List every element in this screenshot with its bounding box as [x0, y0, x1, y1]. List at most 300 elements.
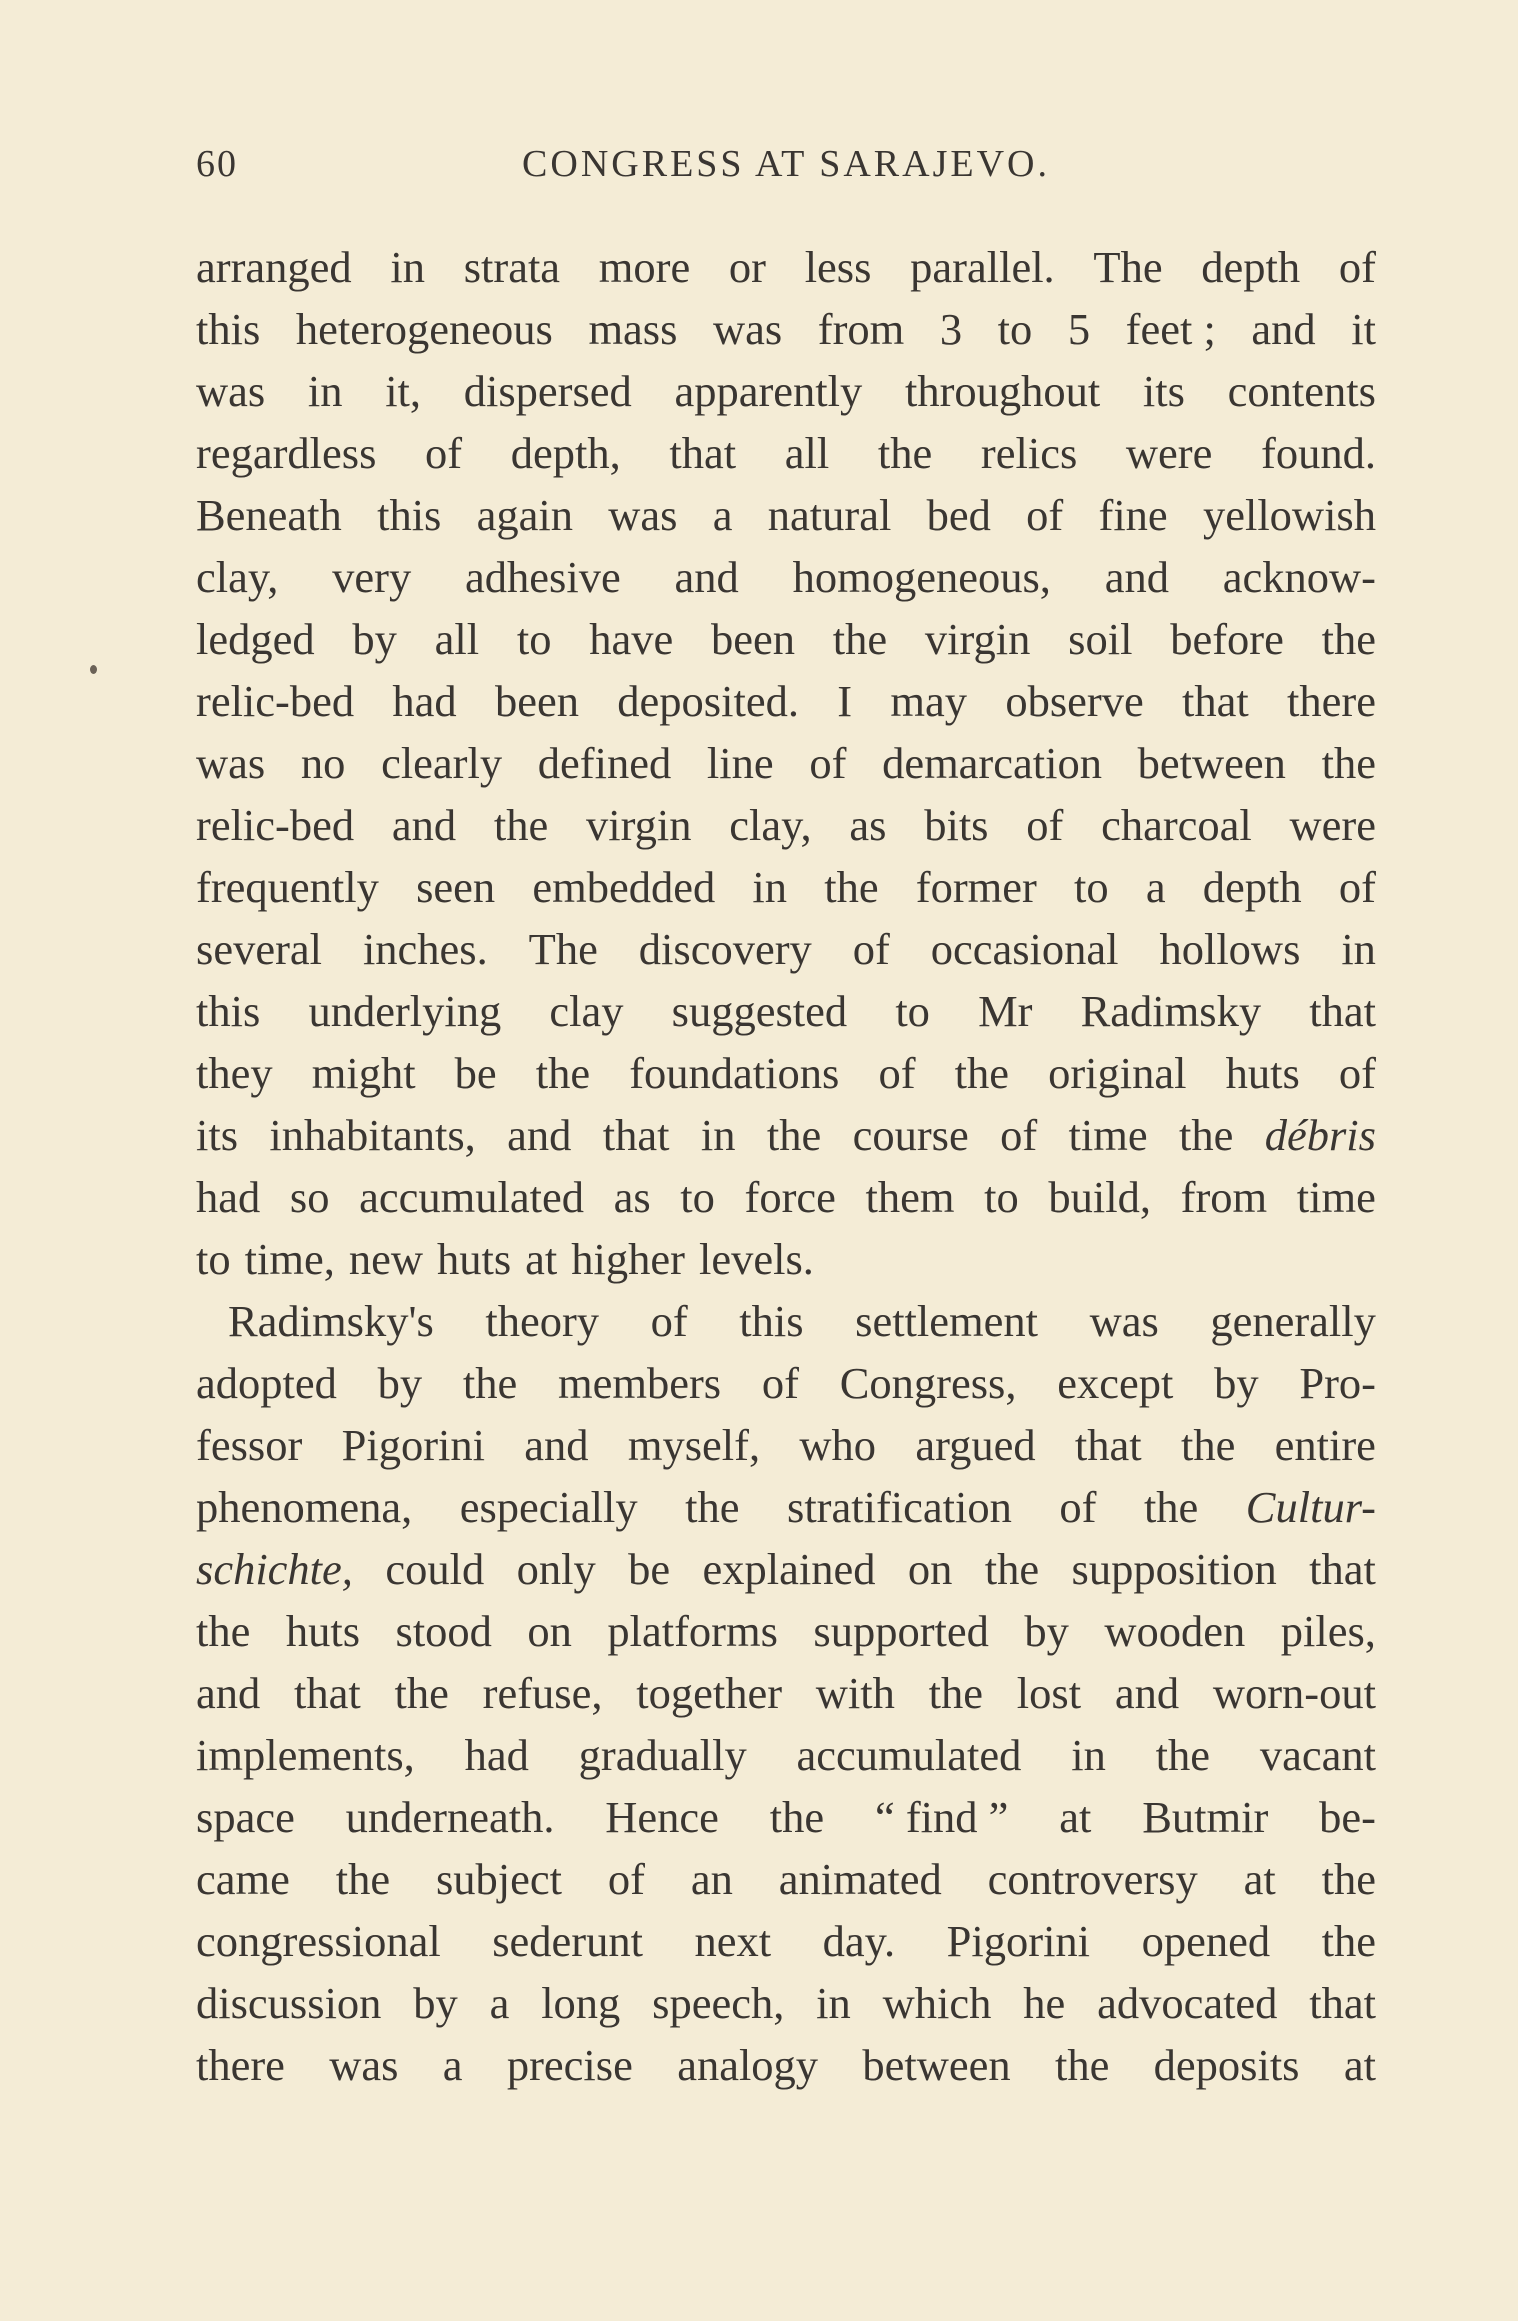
word: ledged	[196, 614, 315, 664]
word: Mr	[978, 986, 1033, 1036]
word: virgin	[924, 614, 1031, 664]
word: the	[493, 800, 549, 850]
word: time,	[244, 1234, 335, 1284]
word: Butmir	[1142, 1792, 1269, 1842]
page-number: 60	[196, 143, 238, 185]
word: less	[804, 242, 872, 292]
word: contents	[1227, 366, 1376, 416]
text-line	[196, 980, 1376, 1042]
word: The	[1093, 242, 1163, 292]
word: bed	[926, 490, 991, 540]
word: myself,	[627, 1420, 761, 1470]
text-line	[196, 1600, 1376, 1662]
word: that	[1309, 986, 1376, 1036]
word: to	[680, 1172, 715, 1222]
word: accumulated	[796, 1730, 1022, 1780]
word: this	[377, 490, 442, 540]
word: on	[527, 1606, 572, 1656]
word: of	[425, 428, 463, 478]
word: Congress,	[839, 1358, 1017, 1408]
word: new	[348, 1234, 423, 1284]
word: accumulated	[359, 1172, 584, 1222]
word: and	[674, 552, 739, 602]
text-line	[196, 236, 1376, 298]
word: course	[852, 1110, 969, 1160]
text-line	[196, 298, 1376, 360]
word: original	[1048, 1048, 1187, 1098]
word: natural	[767, 490, 892, 540]
word: line	[706, 738, 774, 788]
word: force	[744, 1172, 836, 1222]
word: of	[1338, 242, 1376, 292]
word: long	[541, 1978, 621, 2028]
word: the	[1054, 2040, 1110, 2090]
word: at	[1243, 1854, 1276, 1904]
word: charcoal	[1101, 800, 1252, 850]
word: have	[589, 614, 674, 664]
word: in	[752, 862, 788, 912]
word: to	[196, 1234, 231, 1284]
word: be-	[1319, 1792, 1376, 1842]
word: relic-bed	[196, 800, 355, 850]
word: had	[196, 1172, 261, 1222]
word: the	[462, 1358, 518, 1408]
word: the	[769, 1792, 825, 1842]
word: by	[1214, 1358, 1259, 1408]
word: regardless	[196, 428, 377, 478]
word: more	[598, 242, 691, 292]
word: at	[1059, 1792, 1092, 1842]
word: I	[837, 676, 853, 726]
word: sederunt	[492, 1916, 643, 1966]
word: between	[862, 2040, 1011, 2090]
text-line	[196, 732, 1376, 794]
word: vacant	[1259, 1730, 1376, 1780]
word: implements,	[196, 1730, 415, 1780]
word: speech,	[652, 1978, 785, 2028]
text-line	[196, 2034, 1376, 2096]
word: in	[1341, 924, 1376, 974]
word: Hence	[605, 1792, 719, 1842]
text-line	[196, 1042, 1376, 1104]
word: worn-out	[1212, 1668, 1376, 1718]
word: especially	[459, 1482, 638, 1532]
word: space	[196, 1792, 295, 1842]
ink-speck	[90, 665, 97, 674]
word: the	[832, 614, 888, 664]
word: of	[878, 1048, 916, 1098]
word: clay	[549, 986, 624, 1036]
word: clay,	[729, 800, 812, 850]
word: stood	[395, 1606, 492, 1656]
word: were	[1289, 800, 1376, 850]
word: acknow-	[1222, 552, 1376, 602]
word: Radimsky	[1080, 986, 1262, 1036]
body-text	[196, 236, 1376, 2096]
word: depth,	[510, 428, 621, 478]
word: time	[1068, 1110, 1148, 1160]
word: Radimsky's	[228, 1296, 434, 1346]
text-line	[196, 1352, 1376, 1414]
word: a	[442, 2040, 463, 2090]
word: to	[984, 1172, 1019, 1222]
word: the	[954, 1048, 1009, 1098]
word: this	[196, 304, 261, 354]
word: it	[1351, 304, 1376, 354]
word: higher	[571, 1234, 685, 1284]
word: the	[824, 862, 879, 912]
word: members	[558, 1358, 722, 1408]
word: adhesive	[465, 552, 621, 602]
word: be	[628, 1544, 671, 1594]
word: before	[1170, 614, 1284, 664]
word: precise	[506, 2040, 633, 2090]
text-line	[196, 670, 1376, 732]
word: wooden	[1104, 1606, 1246, 1656]
word: all	[434, 614, 480, 664]
word: were	[1125, 428, 1213, 478]
text-line	[196, 546, 1376, 608]
word: supposition	[1071, 1544, 1277, 1594]
text-line	[196, 1104, 1376, 1166]
word: the	[877, 428, 933, 478]
word: schichte,	[196, 1544, 353, 1594]
word: a	[489, 1978, 510, 2028]
word: next	[694, 1916, 772, 1966]
word: its	[1142, 366, 1185, 416]
word: 3	[939, 304, 963, 354]
word: relics	[980, 428, 1078, 478]
word: the	[1321, 1854, 1376, 1904]
word: and	[1104, 552, 1169, 602]
word: in	[390, 242, 425, 292]
word: was	[608, 490, 678, 540]
word: discovery	[638, 924, 812, 974]
word: an	[690, 1854, 733, 1904]
word: may	[890, 676, 968, 726]
text-line	[196, 1414, 1376, 1476]
word: homogeneous,	[792, 552, 1051, 602]
word: refuse,	[482, 1668, 603, 1718]
word: a	[712, 490, 733, 540]
word: by	[352, 614, 397, 664]
word: the	[928, 1668, 984, 1718]
word: that	[1182, 676, 1249, 726]
word: in	[1071, 1730, 1106, 1780]
word: to	[997, 304, 1033, 354]
word: together	[636, 1668, 783, 1718]
word: congressional	[196, 1916, 441, 1966]
word: fine	[1098, 490, 1168, 540]
word: very	[332, 552, 412, 602]
word: the	[394, 1668, 449, 1718]
word: huts	[436, 1234, 512, 1284]
word: and	[1114, 1668, 1180, 1718]
text-line	[196, 1538, 1376, 1600]
word: as	[849, 800, 887, 850]
word: soil	[1068, 614, 1133, 664]
word: discussion	[196, 1978, 382, 2028]
word: by	[1024, 1606, 1069, 1656]
word: entire	[1274, 1420, 1376, 1470]
word: which	[882, 1978, 992, 2028]
text-line	[196, 1848, 1376, 1910]
word: occasional	[930, 924, 1119, 974]
word: the	[1179, 1110, 1234, 1160]
word: in	[307, 366, 343, 416]
word: be	[454, 1048, 497, 1098]
word: of	[1000, 1110, 1038, 1160]
text-line	[196, 360, 1376, 422]
word: clearly	[381, 738, 503, 788]
word: all	[784, 428, 830, 478]
word: Beneath	[196, 490, 342, 540]
word: clay,	[196, 552, 279, 602]
word: time	[1296, 1172, 1376, 1222]
word: foundations	[629, 1048, 840, 1098]
word: huts	[285, 1606, 361, 1656]
word: the	[1321, 614, 1376, 664]
word: a	[1145, 862, 1166, 912]
text-line	[196, 1724, 1376, 1786]
word: the	[766, 1110, 822, 1160]
text-line	[196, 1476, 1376, 1538]
word: of	[607, 1854, 645, 1904]
word: settlement	[855, 1296, 1039, 1346]
word: could	[385, 1544, 485, 1594]
word: several	[196, 924, 323, 974]
word: them	[865, 1172, 955, 1222]
word: feet ;	[1125, 304, 1216, 354]
word: this	[739, 1296, 804, 1346]
word: and	[391, 800, 457, 850]
word: advocated	[1097, 1978, 1278, 2028]
word: at	[1343, 2040, 1376, 2090]
word: been	[711, 614, 796, 664]
word: and	[507, 1110, 572, 1160]
word: was	[1089, 1296, 1159, 1346]
word: build,	[1048, 1172, 1152, 1222]
text-line	[196, 484, 1376, 546]
word: débris	[1264, 1110, 1376, 1160]
word: defined	[537, 738, 672, 788]
word: The	[528, 924, 598, 974]
word: “ find ”	[874, 1792, 1009, 1842]
word: of	[809, 738, 847, 788]
word: controversy	[987, 1854, 1198, 1904]
word: been	[494, 676, 579, 726]
word: as	[613, 1172, 651, 1222]
word: they	[196, 1048, 273, 1098]
word: parallel.	[910, 242, 1055, 292]
word: came	[196, 1854, 290, 1904]
word: relic-bed	[196, 676, 355, 726]
word: of	[650, 1296, 688, 1346]
word: except	[1057, 1358, 1174, 1408]
word: the	[535, 1048, 591, 1098]
word: deposits	[1153, 2040, 1300, 2090]
word: there	[196, 2040, 285, 2090]
text-line	[196, 794, 1376, 856]
word: dispersed	[463, 366, 632, 416]
word: to	[895, 986, 930, 1036]
word: the	[1321, 738, 1376, 788]
word: apparently	[674, 366, 863, 416]
word: the	[1321, 1916, 1376, 1966]
word: former	[915, 862, 1037, 912]
text-line	[196, 918, 1376, 980]
word: animated	[778, 1854, 942, 1904]
word: by	[413, 1978, 458, 2028]
word: Pigorini	[341, 1420, 485, 1470]
word: to	[516, 614, 552, 664]
word: theory	[485, 1296, 600, 1346]
word: in	[816, 1978, 851, 2028]
word: that	[1309, 1978, 1376, 2028]
word: 5	[1067, 304, 1091, 354]
word: of	[761, 1358, 799, 1408]
word: phenomena,	[196, 1482, 413, 1532]
text-line	[196, 1228, 1376, 1290]
text-line	[196, 1166, 1376, 1228]
word: from	[817, 304, 905, 354]
word: depth	[1201, 242, 1301, 292]
word: inhabitants,	[269, 1110, 476, 1160]
word: at	[525, 1234, 558, 1284]
word: was	[196, 366, 266, 416]
text-line	[196, 422, 1376, 484]
word: analogy	[677, 2040, 819, 2090]
word: frequently	[196, 862, 379, 912]
word: of	[1026, 800, 1064, 850]
text-line	[196, 1290, 1376, 1352]
word: he	[1023, 1978, 1066, 2028]
word: underlying	[308, 986, 502, 1036]
word: stratification	[787, 1482, 1012, 1532]
word: hollows	[1159, 924, 1301, 974]
word: inches.	[362, 924, 488, 974]
word: that	[1074, 1420, 1142, 1470]
word: embedded	[532, 862, 716, 912]
word: explained	[702, 1544, 876, 1594]
word: the	[1143, 1482, 1199, 1532]
text-line	[196, 856, 1376, 918]
word: virgin	[586, 800, 692, 850]
word: strata	[463, 242, 561, 292]
word: of	[852, 924, 890, 974]
word: arranged	[196, 242, 352, 292]
word: deposited.	[617, 676, 799, 726]
word: found.	[1261, 428, 1376, 478]
word: argued	[915, 1420, 1036, 1470]
word: no	[300, 738, 346, 788]
word: was	[713, 304, 783, 354]
word: generally	[1210, 1296, 1376, 1346]
word: Cultur-	[1245, 1482, 1376, 1532]
word: and	[196, 1668, 261, 1718]
word: that	[602, 1110, 670, 1160]
word: might	[311, 1048, 416, 1098]
word: in	[700, 1110, 736, 1160]
word: depth	[1202, 862, 1302, 912]
word: on	[907, 1544, 953, 1594]
word: Pigorini	[946, 1916, 1091, 1966]
word: of	[1026, 490, 1064, 540]
word: to	[1074, 862, 1109, 912]
word: that	[1309, 1544, 1376, 1594]
running-head	[196, 142, 1376, 202]
running-title: CONGRESS AT SARAJEVO.	[522, 143, 1050, 185]
word: the	[685, 1482, 740, 1532]
word: from	[1180, 1172, 1268, 1222]
word: subject	[435, 1854, 563, 1904]
word: yellowish	[1202, 490, 1376, 540]
word: the	[1155, 1730, 1211, 1780]
word: this	[196, 986, 261, 1036]
word: it,	[385, 366, 422, 416]
word: its	[196, 1110, 239, 1160]
word: and	[1251, 304, 1316, 354]
word: levels.	[698, 1234, 814, 1284]
word: supported	[813, 1606, 989, 1656]
word: huts	[1225, 1048, 1300, 1098]
text-line	[196, 1972, 1376, 2034]
word: or	[728, 242, 766, 292]
word: with	[815, 1668, 895, 1718]
word: so	[289, 1172, 330, 1222]
word: throughout	[904, 366, 1101, 416]
word: gradually	[578, 1730, 747, 1780]
word: platforms	[607, 1606, 778, 1656]
word: the	[196, 1606, 251, 1656]
text-line	[196, 1910, 1376, 1972]
word: opened	[1141, 1916, 1271, 1966]
word: by	[377, 1358, 423, 1408]
word: that	[669, 428, 737, 478]
word: had	[392, 676, 457, 726]
word: piles,	[1280, 1606, 1376, 1656]
text-line	[196, 608, 1376, 670]
word: day.	[822, 1916, 896, 1966]
word: was	[329, 2040, 399, 2090]
word: Pro-	[1299, 1358, 1376, 1408]
word: and	[524, 1420, 589, 1470]
word: heterogeneous	[295, 304, 553, 354]
word: mass	[588, 304, 678, 354]
word: of	[1338, 862, 1376, 912]
word: there	[1287, 676, 1376, 726]
word: was	[196, 738, 266, 788]
word: the	[335, 1854, 391, 1904]
word: lost	[1016, 1668, 1082, 1718]
word: observe	[1005, 676, 1144, 726]
word: again	[476, 490, 574, 540]
word: the	[984, 1544, 1040, 1594]
word: seen	[416, 862, 496, 912]
text-line	[196, 1662, 1376, 1724]
word: of	[1059, 1482, 1097, 1532]
text-line	[196, 1786, 1376, 1848]
word: that	[294, 1668, 361, 1718]
word: adopted	[196, 1358, 337, 1408]
word: of	[1338, 1048, 1376, 1098]
word: demarcation	[882, 738, 1102, 788]
word: who	[799, 1420, 877, 1470]
word: fessor	[196, 1420, 303, 1470]
word: the	[1180, 1420, 1236, 1470]
word: had	[464, 1730, 529, 1780]
word: suggested	[671, 986, 848, 1036]
